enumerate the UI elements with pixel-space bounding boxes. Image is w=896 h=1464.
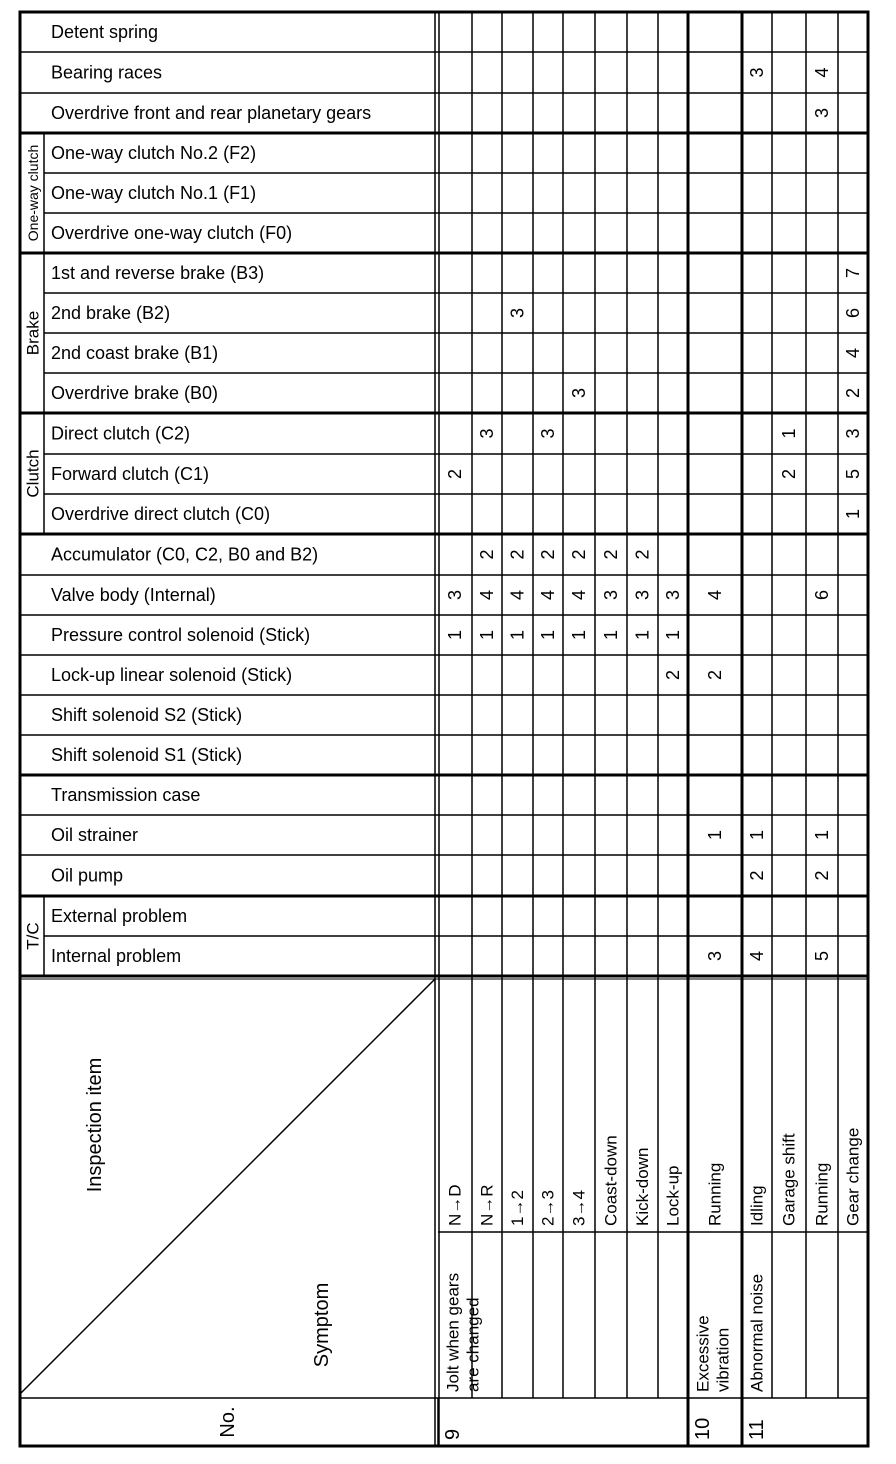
symptom-label: Abnormal noise: [747, 1273, 767, 1392]
column-label: Kick-down: [633, 1147, 652, 1226]
cell-value: 3: [569, 387, 589, 399]
row-label: Oil strainer: [51, 825, 139, 845]
row-label: Valve body (Internal): [51, 585, 216, 605]
no-header: No.: [217, 1406, 239, 1438]
row-label: Transmission case: [51, 785, 201, 805]
row-label: Forward clutch (C1): [51, 464, 210, 484]
cell-value: 1: [632, 629, 653, 641]
cell-value: 3: [812, 107, 832, 119]
row-label: Lock-up linear solenoid (Stick): [51, 665, 293, 685]
row-label: 2nd brake (B2): [51, 303, 171, 323]
row-label: Bearing races: [51, 62, 163, 83]
row-label: Shift solenoid S1 (Stick): [51, 745, 243, 765]
cell-value: 1: [843, 508, 863, 520]
column-label: 1→2: [508, 1190, 527, 1226]
cell-value: 3: [663, 589, 683, 601]
cell-value: 3: [445, 589, 465, 601]
cell-value: 1: [601, 629, 621, 641]
cell-value: 1: [663, 629, 683, 641]
row-label: Overdrive direct clutch (C0): [51, 504, 271, 524]
column-label: N→D: [445, 1184, 465, 1226]
cell-value: 1: [747, 829, 767, 841]
cell-value: 2: [538, 549, 558, 560]
header-diagonal: [20, 979, 435, 1394]
group-label: One-way clutch: [25, 144, 41, 242]
column-label: Gear change: [843, 1127, 863, 1226]
cell-value: 4: [812, 67, 832, 78]
group-label: Clutch: [23, 449, 43, 498]
cell-value: 3: [507, 307, 528, 319]
row-label: 1st and reverse brake (B3): [51, 263, 265, 283]
row-label: Shift solenoid S2 (Stick): [51, 705, 243, 725]
cell-value: 2: [445, 468, 465, 480]
row-label: Internal problem: [51, 946, 182, 966]
cell-value: 2: [705, 669, 725, 681]
cell-value: 7: [843, 267, 863, 279]
cell-value: 2: [663, 669, 683, 681]
cell-value: 4: [705, 589, 725, 601]
row-label: Pressure control solenoid (Stick): [51, 625, 311, 645]
symptom-header: Symptom: [311, 1282, 333, 1368]
column-label: Idling: [747, 1185, 767, 1226]
cell-value: 3: [601, 589, 621, 601]
symptom-label: Jolt when gears: [443, 1272, 463, 1392]
symptom-number: 10: [692, 1417, 714, 1440]
cell-value: 2: [843, 387, 863, 399]
cell-value: 2: [779, 468, 799, 480]
symptom-label: Excessive: [693, 1315, 713, 1392]
cell-value: 4: [843, 347, 863, 359]
row-label: Overdrive brake (B0): [51, 383, 219, 403]
group-label: T/C: [23, 922, 43, 950]
cell-value: 4: [507, 589, 528, 601]
cell-value: 1: [569, 629, 589, 641]
column-label: Garage shift: [779, 1133, 799, 1226]
cell-value: 5: [812, 950, 832, 962]
cell-value: 3: [843, 428, 863, 439]
cell-value: 1: [507, 629, 528, 641]
row-label: 2nd coast brake (B1): [51, 343, 219, 363]
row-label: Accumulator (C0, C2, B0 and B2): [51, 544, 319, 565]
cell-value: 2: [632, 549, 653, 560]
cell-value: 1: [779, 428, 799, 439]
symptom-number: 9: [442, 1428, 464, 1440]
column-label: Coast-down: [601, 1135, 621, 1226]
cell-value: 3: [477, 428, 497, 439]
row-label: One-way clutch No.1 (F1): [51, 183, 257, 203]
row-label: External problem: [51, 906, 188, 926]
cell-value: 1: [812, 829, 832, 841]
row-label: Oil pump: [51, 865, 124, 886]
column-label: Running: [812, 1162, 832, 1226]
cell-value: 1: [705, 829, 725, 841]
cell-value: 2: [477, 549, 497, 560]
cell-value: 2: [507, 549, 528, 560]
cell-value: 4: [538, 589, 558, 601]
cell-value: 3: [632, 589, 653, 601]
column-label: Running: [705, 1162, 725, 1226]
cell-value: 5: [843, 468, 863, 480]
cell-value: 6: [812, 589, 832, 601]
cell-value: 4: [747, 950, 767, 962]
symptom-label: vibration: [713, 1327, 733, 1392]
column-label: Lock-up: [663, 1165, 683, 1226]
cell-value: 1: [477, 629, 497, 641]
table-texts: [24, 22, 864, 1440]
cell-value: 3: [747, 67, 767, 78]
symptom-number: 11: [746, 1419, 768, 1440]
cell-value: 2: [747, 870, 767, 881]
cell-value: 4: [477, 589, 497, 601]
row-label: Direct clutch (C2): [51, 423, 191, 444]
row-label: One-way clutch No.2 (F2): [51, 143, 257, 163]
cell-value: 3: [538, 428, 558, 439]
cell-value: 6: [843, 307, 863, 319]
row-label: Overdrive front and rear planetary gears: [51, 103, 372, 123]
inspection-item-header: Inspection item: [84, 1057, 106, 1193]
row-label: Overdrive one-way clutch (F0): [51, 223, 293, 243]
cell-value: 4: [569, 589, 589, 601]
cell-value: 2: [812, 870, 832, 881]
cell-value: 2: [601, 549, 621, 560]
cell-value: 1: [445, 629, 465, 641]
cell-value: 3: [705, 950, 725, 962]
row-label: Detent spring: [51, 22, 159, 42]
symptom-label: are changed: [463, 1297, 483, 1392]
cell-value: 1: [538, 629, 558, 641]
column-label: 2→3: [538, 1190, 558, 1226]
cell-value: 2: [569, 549, 589, 560]
column-label: 3→4: [569, 1190, 589, 1226]
column-label: N→R: [477, 1184, 497, 1226]
group-label: Brake: [23, 310, 43, 356]
